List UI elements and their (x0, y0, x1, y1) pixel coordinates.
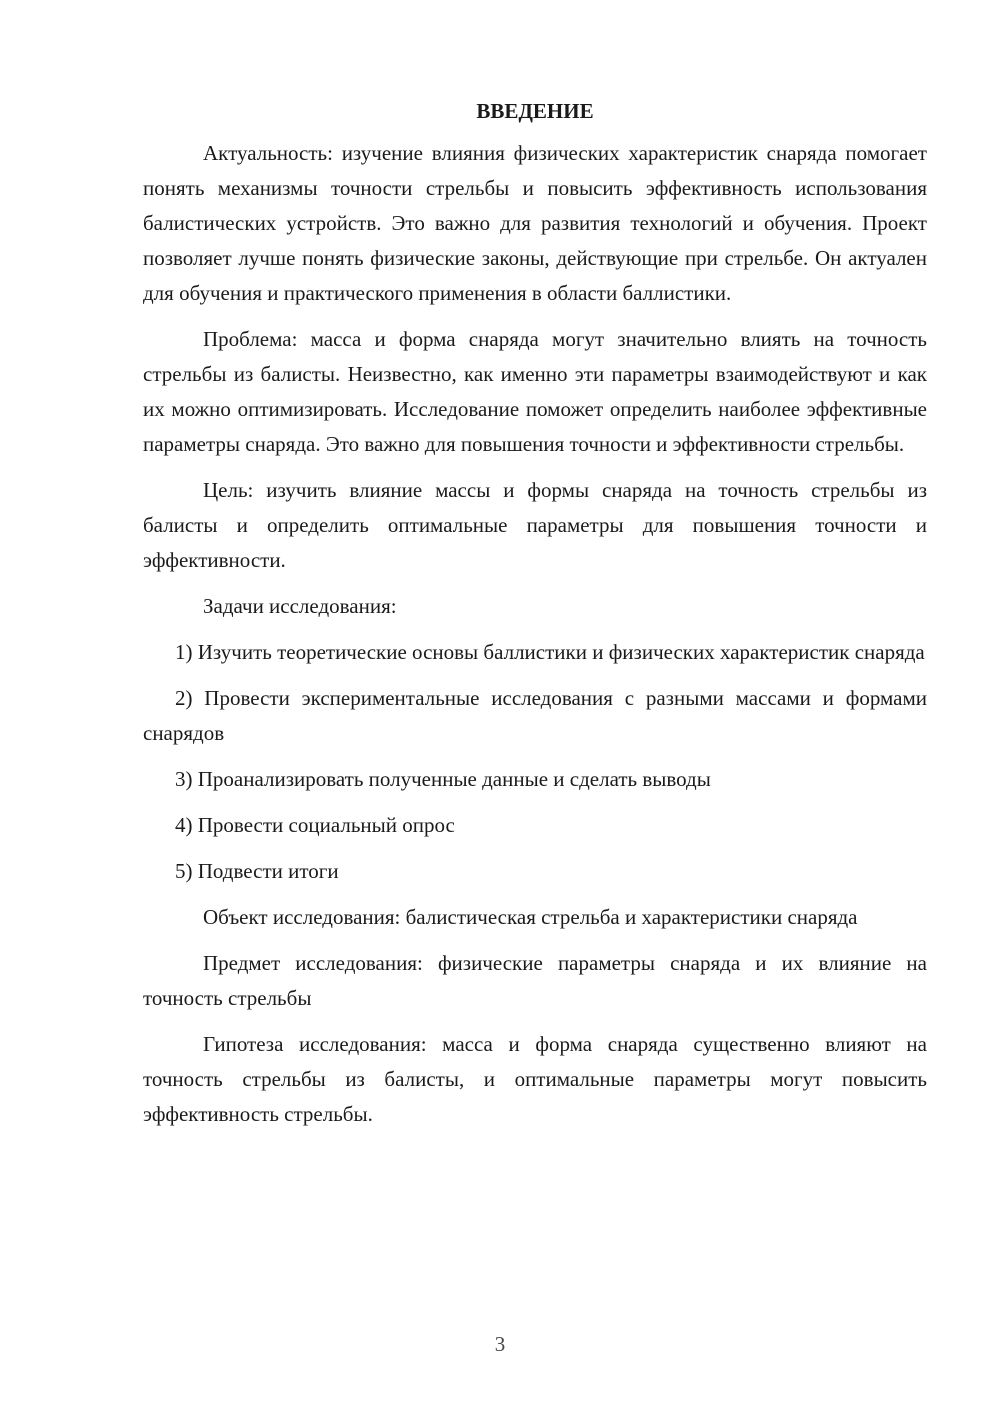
paragraph-goal: Цель: изучить влияние массы и формы снаряда на точность стрельбы из балисты и определить оптимальные параметры для повышения точности и эффективности. (143, 478, 927, 572)
section-title: ВВЕДЕНИЕ (476, 99, 594, 123)
task-item-2: 2) Провести экспериментальные исследования с разными массами и формами снарядов (143, 686, 927, 745)
paragraph-relevance: Актуальность: изучение влияния физических характеристик снаряда помогает понять механизмы точности стрельбы и повысить эффективность использования балистических устройств. Это важно для развития технологий и обучения. Проект позволяет лучше понять физические законы, действующие при стрельбе. Он актуален для обучения и практического применения в области баллистики. (143, 141, 927, 305)
tasks-heading: Задачи исследования: (203, 594, 397, 618)
paragraph-subject: Предмет исследования: физические параметры снаряда и их влияние на точность стрельбы (143, 951, 927, 1010)
document-page (143, 96, 927, 1132)
task-item-1: 1) Изучить теоретические основы баллистики и физических характеристик снаряда (175, 640, 925, 664)
task-item-3: 3) Проанализировать полученные данные и сделать выводы (175, 767, 711, 791)
page-number: 3 (494, 1332, 506, 1356)
paragraph-problem: Проблема: масса и форма снаряда могут значительно влиять на точность стрельбы из балисты. Неизвестно, как именно эти параметры взаимодействуют и как их можно оптимизировать. Исследование поможет определить наиболее эффективные параметры снаряда. Это важно для повышения точности и эффективности стрельбы. (143, 327, 927, 456)
task-item-5: 5) Подвести итоги (175, 859, 339, 883)
paragraph-object: Объект исследования: балистическая стрельба и характеристики снаряда (203, 905, 858, 929)
task-item-4: 4) Провести социальный опрос (175, 813, 455, 837)
paragraph-hypothesis: Гипотеза исследования: масса и форма снаряда существенно влияют на точность стрельбы из балисты, и оптимальные параметры могут повысить эффективность стрельбы. (143, 1032, 927, 1126)
